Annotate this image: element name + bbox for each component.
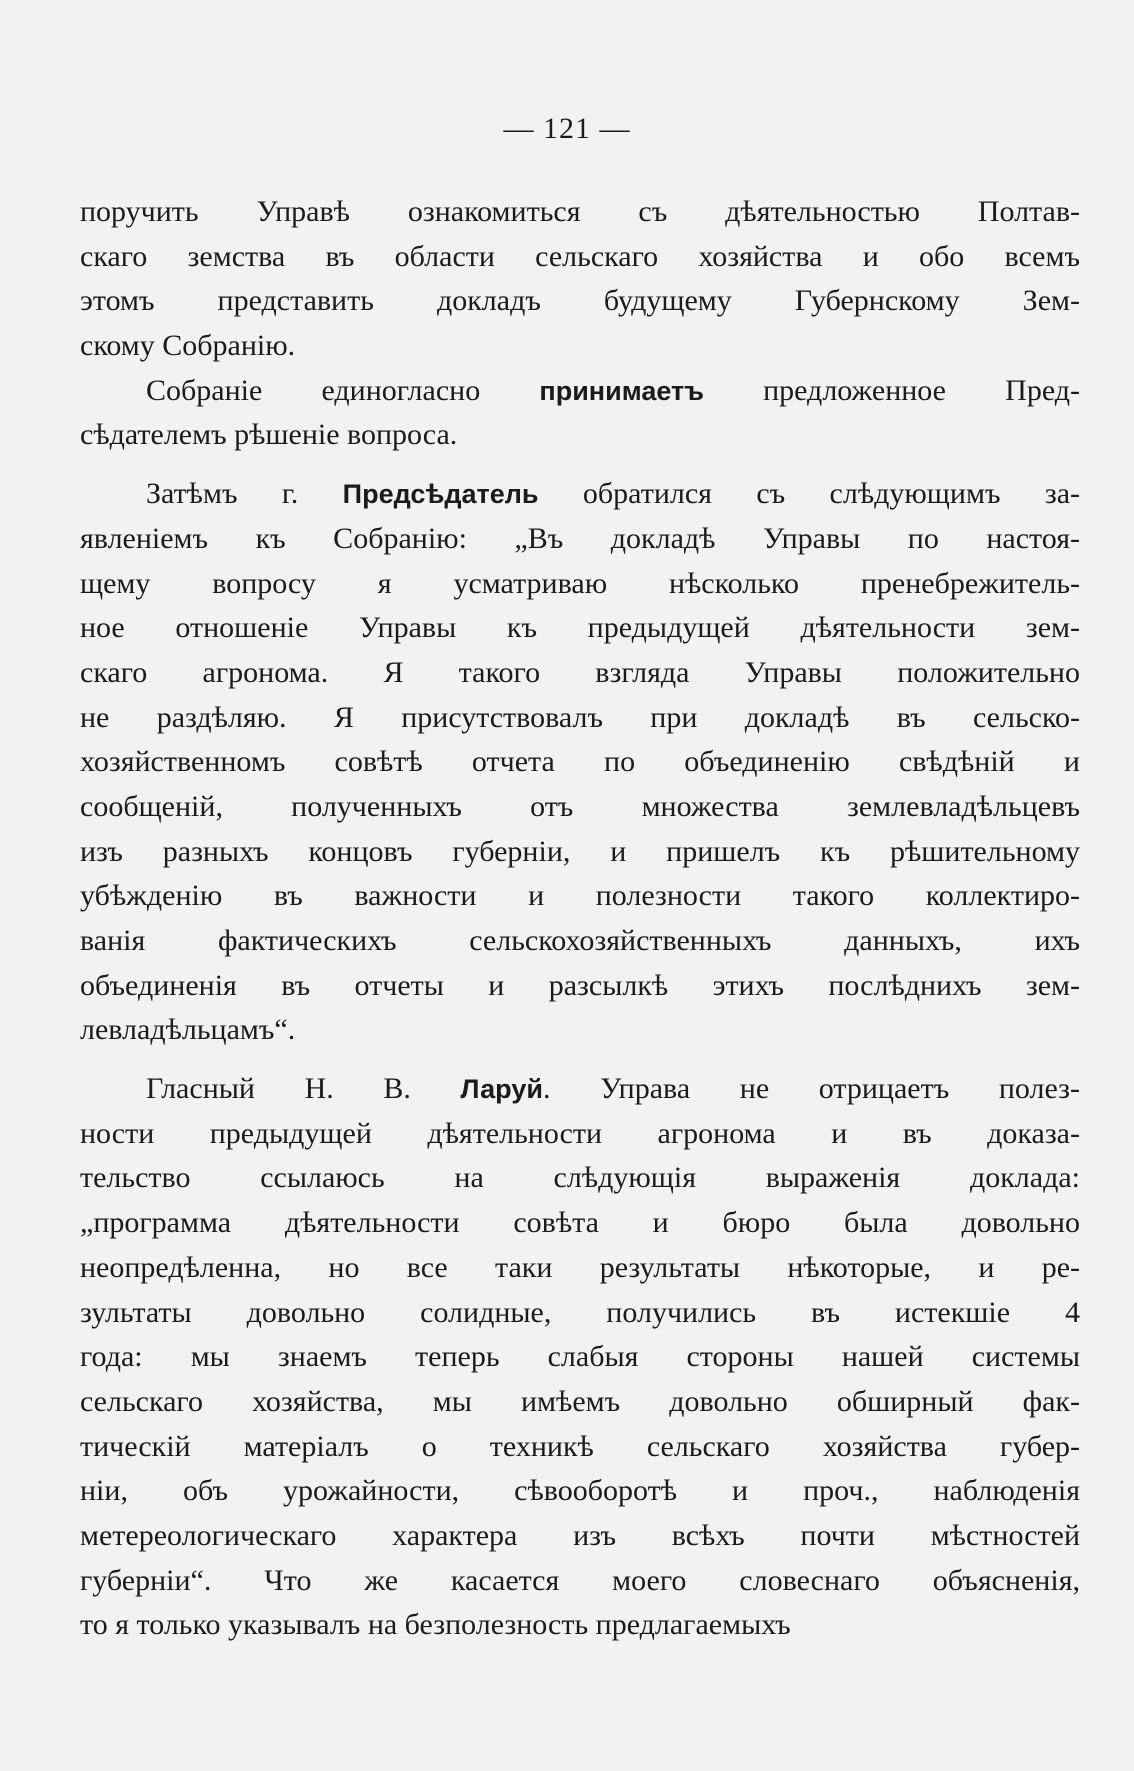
text-line (80, 235, 1080, 280)
text-line (80, 830, 1080, 875)
text-run: сообщеній, полученныхъ отъ множества землевладѣльцевъ (80, 789, 1080, 823)
text-run: сельскаго хозяйства, мы имѣемъ довольно обширный фак- (80, 1384, 1080, 1418)
text-run: левладѣльцамъ“. (80, 1013, 296, 1047)
text-line (80, 1603, 1080, 1648)
page-number: — 121 — (503, 112, 631, 145)
paragraph (80, 369, 1080, 458)
text-line (80, 1156, 1080, 1201)
text-run: тическій матеріалъ о техникѣ сельскаго хозяйства губер- (80, 1429, 1080, 1463)
text-line (80, 1201, 1080, 1246)
text-line (80, 413, 1080, 458)
text-run: скаго земства въ области сельскаго хозяйства и обо всемъ (80, 239, 1080, 273)
text-run: тельство ссылаюсь на слѣдующія выраженія доклада: (80, 1161, 1080, 1195)
text-line (80, 1291, 1080, 1336)
text-line (80, 740, 1080, 785)
text-run: ное отношеніе Управы къ предыдущей дѣятельности зем- (80, 611, 1080, 645)
paragraph (80, 1067, 1080, 1648)
text-run: зультаты довольно солидные, получились въ истекшіе 4 (80, 1295, 1080, 1329)
text-run: не раздѣляю. Я присутствовалъ при докладѣ въ сельско- (80, 700, 1080, 734)
text-run: . Управа не отрицаетъ полез- (542, 1072, 1080, 1106)
text-run: „программа дѣятельности совѣта и бюро была довольно (80, 1206, 1080, 1240)
text-line (80, 964, 1080, 1009)
paragraph (80, 472, 1080, 1053)
text-run: хозяйственномъ совѣтѣ отчета по объединенію свѣдѣній и (80, 745, 1080, 779)
text-line (80, 651, 1080, 696)
text-line (80, 1380, 1080, 1425)
text-line (80, 279, 1080, 324)
text-run: объединенія въ отчеты и разсылкѣ этихъ послѣднихъ зем- (80, 968, 1080, 1002)
text-run: губерніи“. Что же касается моего словеснаго объясненія, (80, 1563, 1080, 1597)
text-run: этомъ представить докладъ будущему Губернскому Зем- (80, 284, 1080, 318)
text-run: Собраніе единогласно (146, 373, 540, 407)
text-run: года: мы знаемъ теперь слабыя стороны нашей системы (80, 1340, 1080, 1374)
text-line (80, 1335, 1080, 1380)
text-line (80, 1112, 1080, 1157)
text-run: скому Собранію. (80, 329, 296, 363)
text-line (80, 1425, 1080, 1470)
text-line (80, 190, 1080, 235)
text-line (80, 1246, 1080, 1291)
text-line (80, 517, 1080, 562)
text-run: Гласный Н. В. (146, 1072, 461, 1106)
paragraph-gap (80, 458, 1080, 472)
text-run: предложенное Пред- (703, 373, 1080, 407)
paragraph (80, 190, 1080, 369)
text-run: ванія фактическихъ сельскохозяйственныхъ данныхъ, ихъ (80, 924, 1080, 957)
text-line (80, 1469, 1080, 1514)
text-line (80, 1514, 1080, 1559)
text-line (80, 1559, 1080, 1604)
text-run: метереологическаго характера изъ всѣхъ почти мѣстностей (80, 1518, 1080, 1552)
text-line (80, 324, 1080, 369)
bold-name: принимаетъ (539, 375, 704, 406)
text-run: изъ разныхъ концовъ губерніи, и пришелъ къ рѣшительному (80, 834, 1080, 868)
text-line (80, 696, 1080, 741)
text-line (80, 1008, 1080, 1053)
bold-name: Предсѣдатель (342, 479, 539, 510)
text-line (80, 919, 1080, 964)
text-run: явленіемъ къ Собранію: „Въ докладѣ Управы по настоя- (80, 521, 1080, 555)
text-run: то я только указывалъ на безполезность предлагаемыхъ (80, 1608, 791, 1642)
text-line (80, 562, 1080, 607)
text-line (80, 785, 1080, 830)
text-run: неопредѣленна, но все таки результаты нѣкоторые, и ре- (80, 1250, 1080, 1284)
text-line (80, 1067, 1080, 1112)
body-text (80, 190, 1080, 1648)
text-run: ности предыдущей дѣятельности агронома и въ доказа- (80, 1116, 1080, 1150)
paragraph-gap (80, 1053, 1080, 1067)
text-run: сѣдателемъ рѣшеніе вопроса. (80, 418, 458, 452)
text-line (80, 606, 1080, 651)
text-run: Затѣмъ г. (146, 477, 343, 511)
text-line (80, 369, 1080, 414)
text-run: щему вопросу я усматриваю нѣсколько пренебрежитель- (80, 566, 1080, 600)
text-line (80, 472, 1080, 517)
text-line (80, 874, 1080, 919)
text-run: убѣжденію въ важности и полезности такого коллектиро- (80, 879, 1080, 913)
text-run: поручить Управѣ ознакомиться съ дѣятельностью Полтав- (80, 195, 1080, 228)
text-run: скаго агронома. Я такого взгляда Управы положительно (80, 655, 1080, 689)
text-run: обратился съ слѣдующимъ за- (538, 477, 1080, 511)
text-run: ніи, объ урожайности, сѣвооборотѣ и проч., наблюденія (80, 1474, 1080, 1508)
bold-name: Ларуй (460, 1074, 543, 1105)
